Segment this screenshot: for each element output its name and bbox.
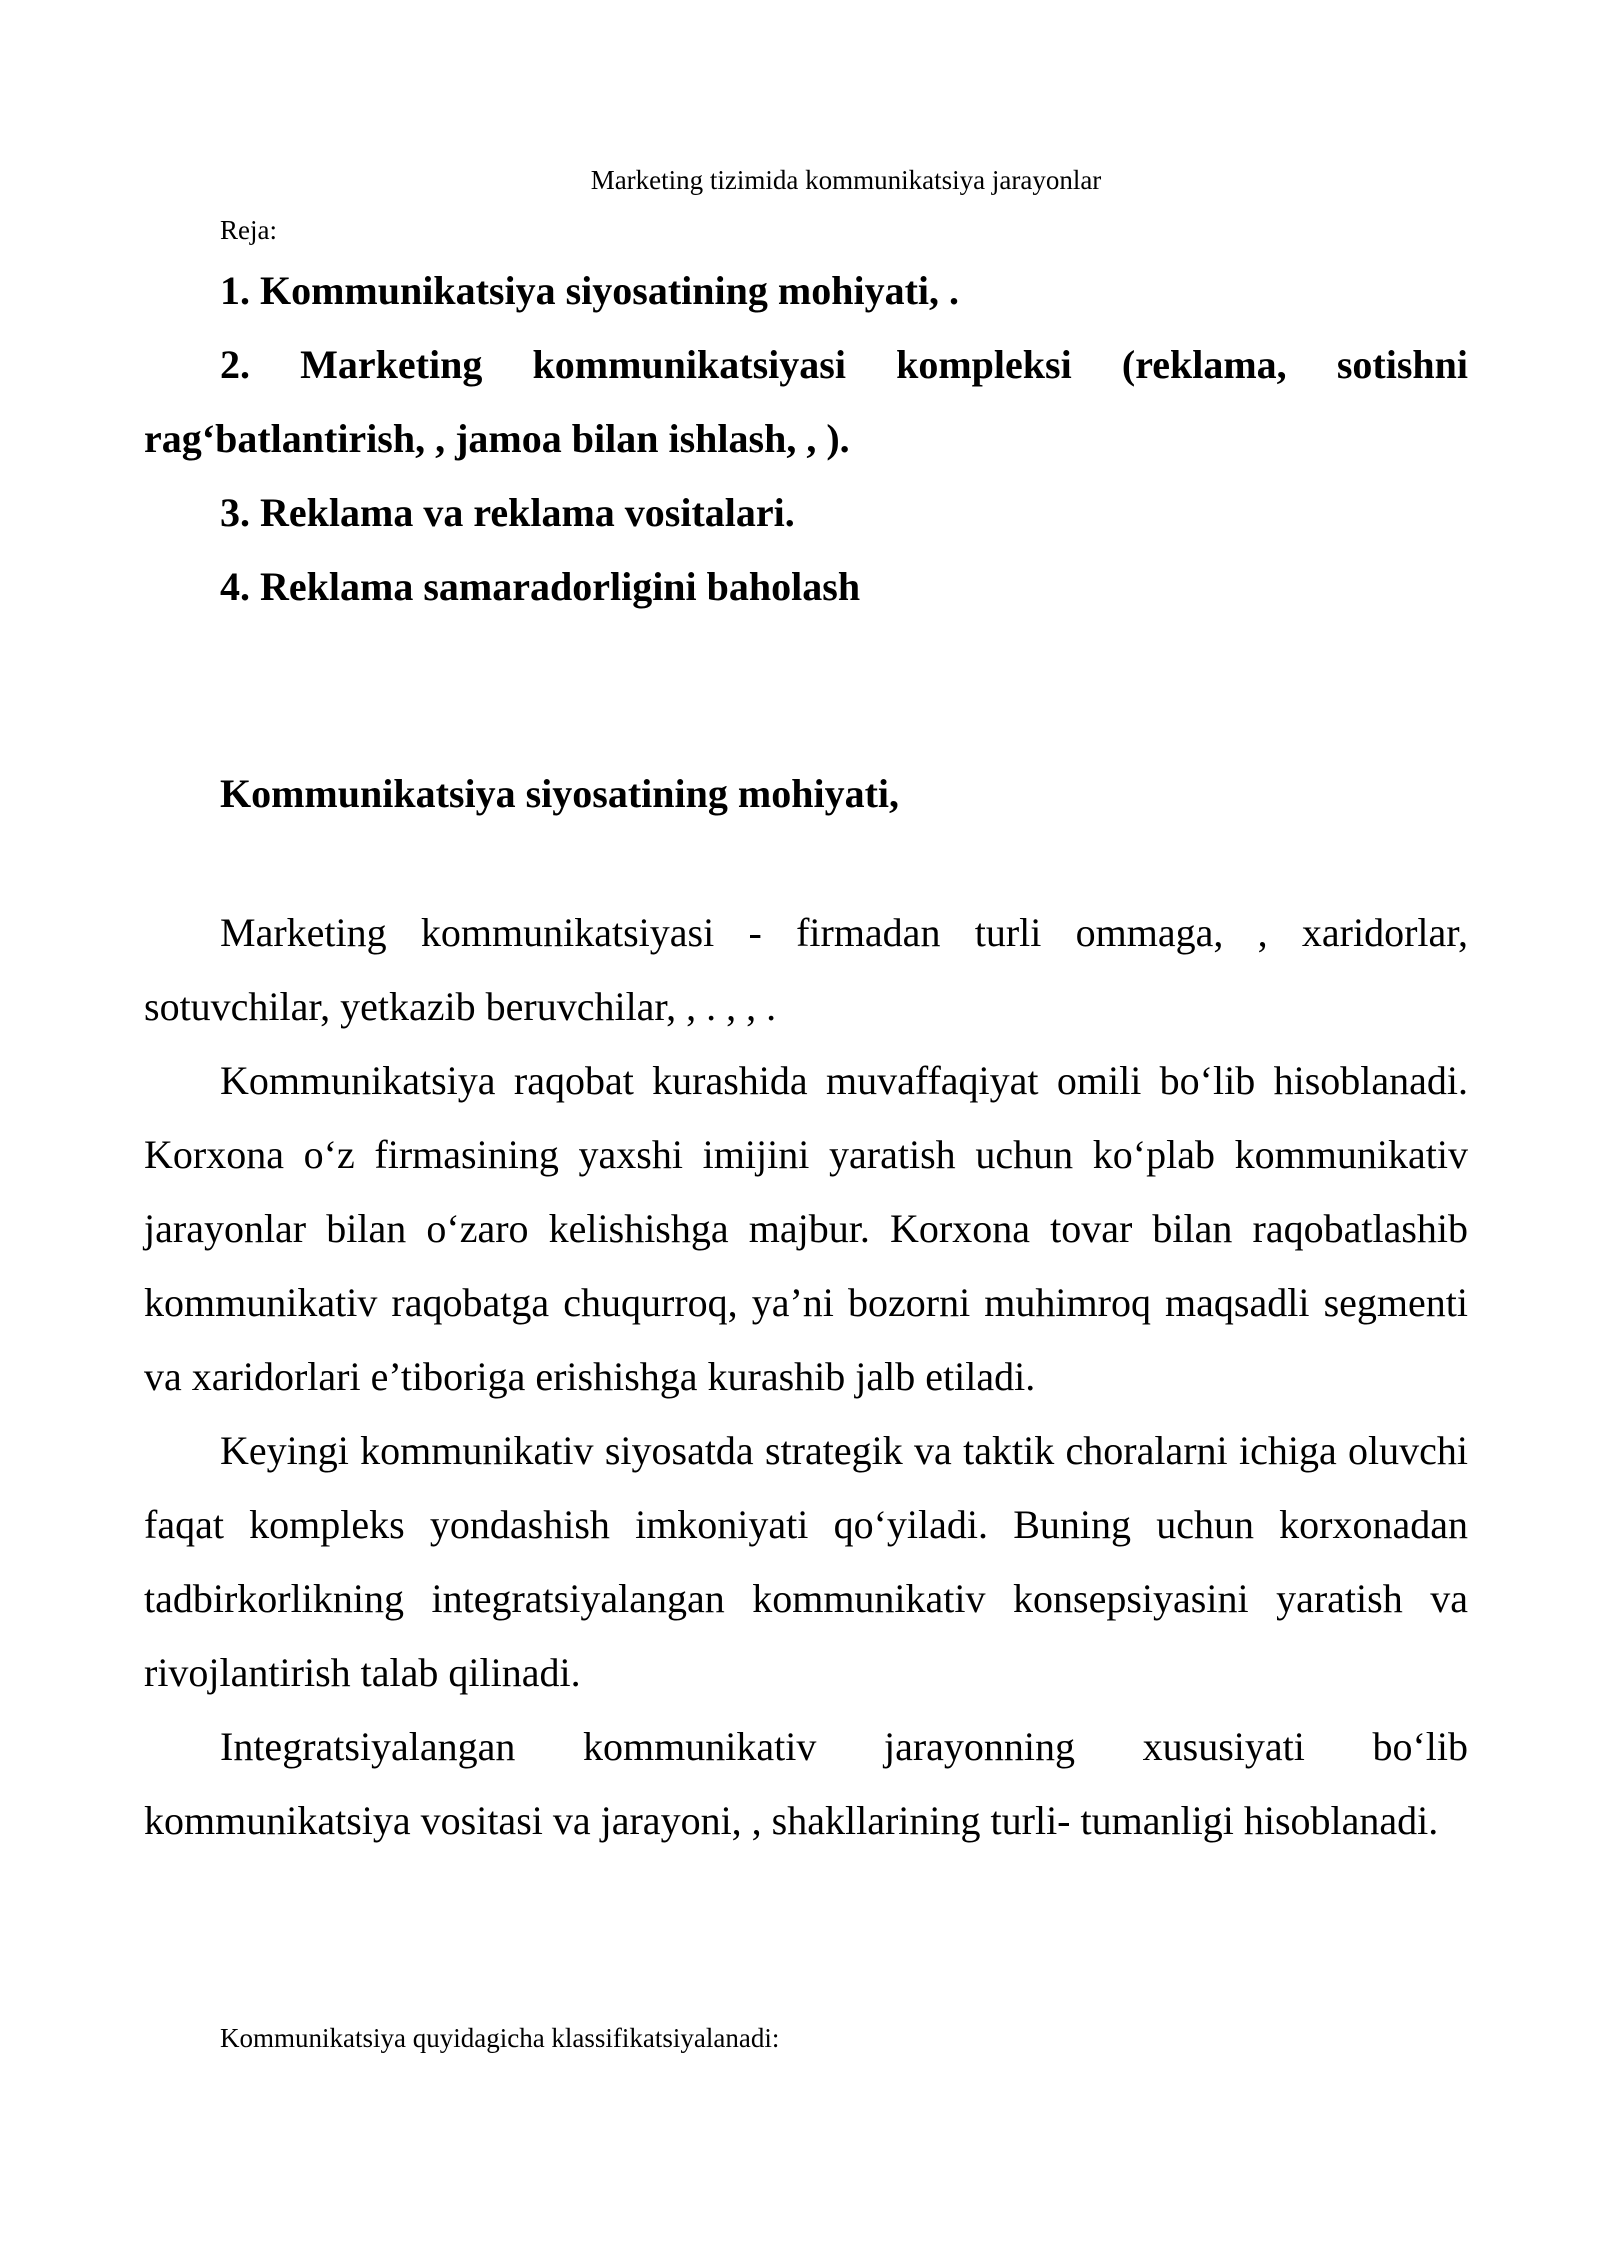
body-text bbox=[144, 896, 1468, 1858]
plan-item-3: 3. Reklama va reklama vositalari. bbox=[220, 490, 795, 535]
classification-note: Kommunikatsiya quyidagicha klassifikatsiyalanadi: bbox=[220, 2023, 780, 2053]
plan-label: Reja: bbox=[220, 215, 277, 245]
document-title: Marketing tizimida kommunikatsiya jarayonlar bbox=[590, 165, 1102, 195]
section-heading: Kommunikatsiya siyosatining mohiyati, bbox=[220, 771, 900, 816]
paragraph-2: Kommunikatsiya raqobat kurashida muvaffaqiyat omili bo‘lib hisoblanadi. Korxona o‘z firmasining yaxshi imijini yaratish uchun ko‘plab kommunikativ jarayonlar bilan o‘zaro kelishishga majbur. Korxona tovar bilan raqobatlashib kommunikativ raqobatga chuqurroq, ya’ni bozorni muhimroq maqsadli segmenti va xaridorlari e’tiboriga erishishga kurashib jalb etiladi. bbox=[144, 1058, 1468, 1399]
paragraph-1: Marketing kommunikatsiyasi - firmadan turli ommaga, , xaridorlar, sotuvchilar, yetkazib beruvchilar, , . , , . bbox=[144, 910, 1468, 1029]
plan-list bbox=[144, 254, 1468, 624]
plan-item-1: 1. Kommunikatsiya siyosatining mohiyati, . bbox=[220, 268, 960, 313]
plan-item-2: 2. Marketing kommunikatsiyasi kompleksi (reklama, sotishni rag‘batlantirish, , jamoa bilan ishlash, , ). bbox=[144, 342, 1468, 461]
paragraph-4: Integratsiyalangan kommunikativ jarayonning xususiyati bo‘lib kommunikatsiya vositasi va jarayoni, , shakllarining turli- tumanligi hisoblanadi. bbox=[144, 1724, 1468, 1843]
plan-item-4: 4. Reklama samaradorligini baholash bbox=[220, 564, 861, 609]
paragraph-3: Keyingi kommunikativ siyosatda strategik va taktik choralarni ichiga oluvchi faqat kompleks yondashish imkoniyati qo‘yiladi. Buning uchun korxonadan tadbirkorlikning integratsiyalangan kommunikativ konsepsiyasini yaratish va rivojlantirish talab qilinadi. bbox=[144, 1428, 1468, 1695]
